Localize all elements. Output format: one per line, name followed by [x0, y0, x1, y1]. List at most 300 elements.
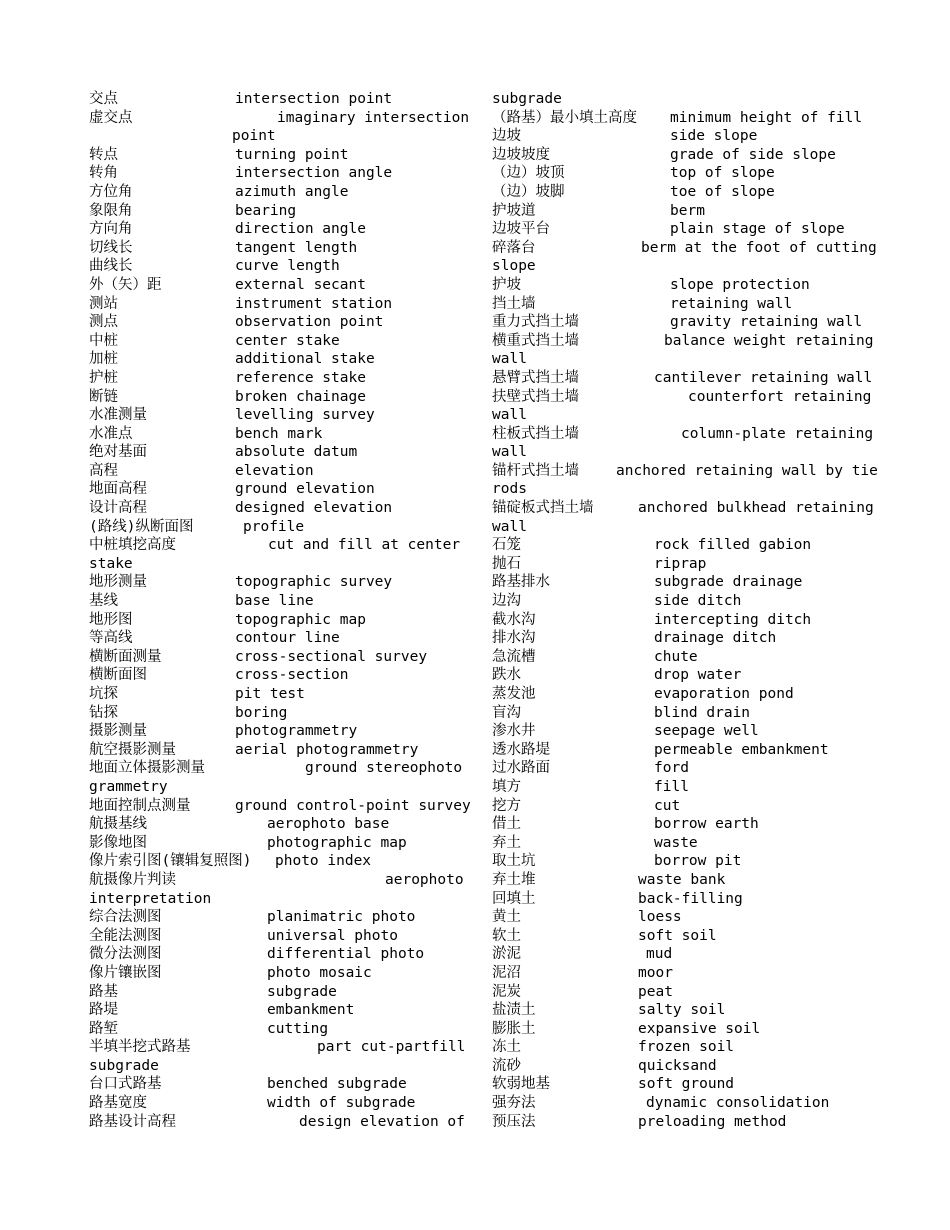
chinese-term: 弃土 — [492, 834, 521, 851]
english-term: additional stake — [235, 351, 375, 368]
chinese-term: 水准点 — [89, 425, 133, 442]
english-term: column-plate retaining — [681, 425, 874, 442]
chinese-term: 泥沼 — [492, 964, 521, 981]
chinese-term: 回填土 — [492, 890, 536, 907]
glossary-entry — [89, 443, 461, 462]
chinese-term: 航摄像片判读 — [89, 871, 176, 888]
chinese-term: 地形图 — [89, 611, 133, 628]
glossary-entry — [89, 648, 461, 667]
glossary-entry — [89, 611, 461, 630]
glossary-entry — [492, 164, 864, 183]
english-term: slope protection — [670, 276, 810, 293]
chinese-term: 加桩 — [89, 351, 118, 368]
english-term: ground elevation — [235, 481, 375, 498]
glossary-entry — [89, 704, 461, 723]
glossary-entry — [89, 1038, 466, 1057]
glossary-entry — [89, 983, 461, 1002]
wrapped-english-term: slope — [492, 258, 536, 275]
english-term: anchored retaining wall by tie — [616, 462, 878, 479]
wrapped-english-term: stake — [89, 555, 133, 572]
glossary-entry — [89, 871, 464, 890]
chinese-term: 渗水井 — [492, 723, 536, 740]
wrapped-english-term: wall — [492, 407, 527, 424]
english-term: aerophoto base — [267, 816, 390, 833]
glossary-entry — [492, 332, 874, 351]
glossary-entry — [492, 834, 864, 853]
english-term: moor — [638, 964, 673, 981]
english-term: soft ground — [638, 1076, 735, 1093]
chinese-term: 路基 — [89, 983, 118, 1000]
glossary-entry — [89, 146, 461, 165]
english-term: berm at the foot of cutting — [641, 239, 877, 256]
glossary-entry — [89, 592, 461, 611]
glossary-entry — [89, 388, 461, 407]
english-term: photographic map — [267, 834, 407, 851]
chinese-term: 借土 — [492, 816, 521, 833]
english-term: rock filled gabion — [654, 537, 812, 554]
glossary-entry — [492, 648, 864, 667]
english-term: imaginary intersection — [277, 109, 470, 126]
english-term: photo mosaic — [267, 964, 372, 981]
english-term: counterfort retaining — [688, 388, 872, 405]
english-term: differential photo — [267, 946, 425, 963]
chinese-term: (路线)纵断面图 — [89, 518, 194, 535]
english-term: aerophoto — [385, 871, 464, 888]
chinese-term: 取土坑 — [492, 853, 536, 870]
glossary-entry — [492, 666, 864, 685]
glossary-continuation-line — [492, 406, 864, 425]
chinese-term: 蒸发池 — [492, 686, 536, 702]
glossary-entry — [492, 815, 864, 834]
glossary-entry — [492, 1094, 864, 1113]
english-term: levelling survey — [235, 407, 375, 424]
glossary-entry — [89, 518, 461, 537]
chinese-term: 方向角 — [89, 221, 133, 238]
english-term: seepage well — [654, 723, 759, 740]
english-term: turning point — [235, 146, 349, 163]
chinese-term: 中桩 — [89, 332, 118, 349]
glossary-entry — [89, 239, 461, 258]
glossary-entry — [492, 797, 864, 816]
glossary-entry — [492, 611, 864, 630]
english-term: grade of side slope — [670, 146, 836, 163]
glossary-entry — [492, 852, 864, 871]
glossary-column-right — [492, 90, 878, 1131]
english-term: topographic map — [235, 611, 366, 628]
chinese-term: 透水路堤 — [492, 741, 550, 758]
english-term: back-filling — [638, 890, 743, 907]
chinese-term: 急流槽 — [492, 648, 536, 665]
chinese-term: 淤泥 — [492, 946, 521, 963]
english-term: subgrade drainage — [654, 574, 803, 591]
chinese-term: 影像地图 — [89, 834, 147, 851]
english-term: minimum height of fill — [670, 109, 863, 126]
glossary-entry — [492, 890, 864, 909]
english-term: cantilever retaining wall — [654, 369, 873, 386]
wrapped-english-term: point — [232, 128, 276, 145]
chinese-term: 切线长 — [89, 239, 133, 256]
glossary-entry — [89, 629, 461, 648]
english-term: dynamic consolidation — [646, 1095, 830, 1112]
glossary-entry — [492, 759, 864, 778]
chinese-term: 横断面测量 — [89, 648, 162, 665]
glossary-entry — [492, 927, 864, 946]
chinese-term: 边坡 — [492, 128, 521, 145]
glossary-entry — [492, 1001, 864, 1020]
glossary-continuation-line — [89, 555, 461, 574]
glossary-continuation-line — [89, 1057, 461, 1076]
wrapped-english-term: rods — [492, 481, 527, 498]
chinese-term: 测站 — [89, 295, 118, 312]
chinese-term: 挖方 — [492, 797, 521, 814]
chinese-term: 方位角 — [89, 183, 133, 200]
chinese-term: 截水沟 — [492, 611, 536, 628]
glossary-column-left — [89, 90, 471, 1131]
glossary-entry — [89, 945, 461, 964]
chinese-term: （路基）最小填土高度 — [492, 109, 637, 126]
english-term: bearing — [235, 202, 297, 219]
chinese-term: 摄影测量 — [89, 723, 147, 740]
chinese-term: 膨胀土 — [492, 1020, 536, 1037]
english-term: expansive soil — [638, 1020, 761, 1037]
english-term: soft soil — [638, 927, 717, 944]
english-term: planimatric photo — [267, 909, 416, 926]
chinese-term: 转角 — [89, 165, 118, 182]
wrapped-english-term: subgrade — [89, 1057, 159, 1074]
glossary-entry — [492, 685, 864, 704]
english-term: center stake — [235, 332, 340, 349]
chinese-term: 软弱地基 — [492, 1076, 550, 1093]
glossary-entry — [492, 945, 864, 964]
chinese-term: 悬臂式挡土墙 — [492, 369, 579, 386]
english-term: boring — [235, 704, 288, 721]
english-term: top of slope — [670, 165, 775, 182]
english-term: azimuth angle — [235, 183, 349, 200]
english-term: cut — [654, 797, 681, 814]
glossary-continuation-line — [89, 127, 461, 146]
glossary-entry — [492, 127, 864, 146]
glossary-entry — [89, 797, 471, 816]
english-term: toe of slope — [670, 183, 775, 200]
english-term: waste bank — [638, 871, 726, 888]
chinese-term: 地面高程 — [89, 481, 147, 498]
chinese-term: 测点 — [89, 314, 118, 331]
glossary-entry — [89, 1094, 461, 1113]
glossary-entry — [492, 202, 864, 221]
glossary-entry — [492, 983, 864, 1002]
glossary-entry — [89, 834, 461, 853]
glossary-entry — [89, 815, 461, 834]
wrapped-english-term: wall — [492, 444, 527, 461]
english-term: pit test — [235, 686, 305, 702]
glossary-entry — [89, 499, 461, 518]
chinese-term: 断链 — [89, 388, 118, 405]
english-term: loess — [638, 909, 682, 926]
english-term: retaining wall — [670, 295, 793, 312]
wrapped-english-term: subgrade — [492, 91, 562, 107]
chinese-term: （边）坡脚 — [492, 183, 565, 200]
glossary-entry — [492, 425, 874, 444]
glossary-continuation-line — [492, 443, 864, 462]
english-term: profile — [243, 518, 305, 535]
chinese-term: 横重式挡土墙 — [492, 332, 579, 349]
glossary-entry — [492, 741, 864, 760]
english-term: waste — [654, 834, 698, 851]
glossary-entry — [89, 666, 461, 685]
english-term: drop water — [654, 667, 742, 684]
glossary-entry — [492, 592, 864, 611]
english-term: instrument station — [235, 295, 393, 312]
english-term: salty soil — [638, 1002, 726, 1019]
glossary-entry — [492, 146, 864, 165]
chinese-term: 等高线 — [89, 630, 133, 647]
glossary-entry — [89, 927, 461, 946]
english-term: observation point — [235, 314, 384, 331]
chinese-term: 预压法 — [492, 1113, 536, 1130]
chinese-term: 航空摄影测量 — [89, 741, 176, 758]
glossary-entry — [89, 164, 461, 183]
english-term: mud — [646, 946, 673, 963]
chinese-term: 边坡平台 — [492, 221, 550, 238]
english-term: topographic survey — [235, 574, 393, 591]
glossary-entry — [492, 1057, 864, 1076]
glossary-entry — [492, 1038, 864, 1057]
english-term: anchored bulkhead retaining — [638, 500, 874, 517]
glossary-entry — [89, 741, 461, 760]
glossary-entry — [89, 109, 470, 128]
chinese-term: 象限角 — [89, 202, 133, 219]
glossary-entry — [89, 202, 461, 221]
chinese-term: 填方 — [492, 778, 521, 795]
chinese-term: 路基排水 — [492, 574, 550, 591]
english-term: base line — [235, 593, 314, 610]
chinese-term: 地面立体摄影测量 — [89, 760, 205, 777]
glossary-entry — [89, 536, 461, 555]
glossary-entry — [89, 722, 461, 741]
chinese-term: 路堤 — [89, 1002, 118, 1019]
english-term: side slope — [670, 128, 758, 145]
chinese-term: 虚交点 — [89, 109, 133, 126]
glossary-entry — [492, 573, 864, 592]
english-term: borrow earth — [654, 816, 759, 833]
glossary-entry — [492, 388, 872, 407]
glossary-entry — [89, 183, 461, 202]
chinese-term: 弃土堆 — [492, 871, 536, 888]
chinese-term: 中桩填挖高度 — [89, 537, 176, 554]
chinese-term: 转点 — [89, 146, 118, 163]
english-term: cut and fill at center — [268, 537, 461, 554]
english-term: reference stake — [235, 369, 366, 386]
chinese-term: 地形测量 — [89, 574, 147, 591]
english-term: berm — [670, 202, 705, 219]
chinese-term: 半填半挖式路基 — [89, 1039, 191, 1056]
chinese-term: 路堑 — [89, 1020, 118, 1037]
glossary-entry — [492, 313, 864, 332]
glossary-entry — [492, 183, 864, 202]
glossary-entry — [492, 722, 864, 741]
glossary-entry — [89, 573, 461, 592]
glossary-entry — [89, 685, 461, 704]
chinese-term: 水准测量 — [89, 407, 147, 424]
glossary-entry — [89, 1113, 465, 1132]
chinese-term: 交点 — [89, 91, 118, 107]
english-term: embankment — [267, 1002, 355, 1019]
glossary-entry — [492, 778, 864, 797]
chinese-term: 过水路面 — [492, 760, 550, 777]
english-term: blind drain — [654, 704, 751, 721]
english-term: designed elevation — [235, 500, 393, 517]
english-term: side ditch — [654, 593, 742, 610]
chinese-term: 横断面图 — [89, 667, 147, 684]
chinese-term: 黄土 — [492, 909, 521, 926]
glossary-entry — [89, 425, 461, 444]
english-term: ford — [654, 760, 689, 777]
chinese-term: 设计高程 — [89, 500, 147, 517]
glossary-entry — [492, 964, 864, 983]
english-term: intersection angle — [235, 165, 393, 182]
glossary-continuation-line — [492, 350, 864, 369]
chinese-term: 绝对基面 — [89, 444, 147, 461]
glossary-continuation-line — [492, 518, 864, 537]
english-term: elevation — [235, 462, 314, 479]
english-term: riprap — [654, 555, 707, 572]
glossary-entry — [89, 369, 461, 388]
glossary-continuation-line — [492, 480, 864, 499]
chinese-term: 外（矢）距 — [89, 276, 162, 293]
chinese-term: 地面控制点测量 — [89, 797, 191, 814]
english-term: benched subgrade — [267, 1076, 407, 1093]
glossary-entry — [492, 908, 864, 927]
glossary-entry — [492, 871, 864, 890]
english-term: direction angle — [235, 221, 366, 238]
glossary-entry — [89, 90, 461, 109]
chinese-term: 钻探 — [89, 704, 118, 721]
glossary-entry — [89, 480, 461, 499]
chinese-term: 碎落台 — [492, 239, 536, 256]
english-term: subgrade — [267, 983, 337, 1000]
glossary-entry — [89, 257, 461, 276]
wrapped-english-term: wall — [492, 518, 527, 535]
english-term: quicksand — [638, 1057, 717, 1074]
chinese-term: 盐渍土 — [492, 1002, 536, 1019]
english-term: tangent length — [235, 239, 358, 256]
glossary-entry — [89, 908, 461, 927]
english-term: absolute datum — [235, 444, 358, 461]
glossary-continuation-line — [89, 778, 461, 797]
english-term: intercepting ditch — [654, 611, 812, 628]
english-term: curve length — [235, 258, 340, 275]
glossary-entry — [89, 852, 461, 871]
glossary-entry — [89, 1075, 461, 1094]
chinese-term: 排水沟 — [492, 630, 536, 647]
wrapped-english-term: wall — [492, 351, 527, 368]
english-term: broken chainage — [235, 388, 366, 405]
chinese-term: 路基宽度 — [89, 1095, 147, 1112]
chinese-term: 抛石 — [492, 555, 521, 572]
chinese-term: 柱板式挡土墙 — [492, 425, 579, 442]
glossary-entry — [89, 964, 461, 983]
glossary-entry — [492, 1113, 864, 1132]
glossary-entry — [89, 1001, 461, 1020]
chinese-term: 冻土 — [492, 1039, 521, 1056]
glossary-entry — [89, 406, 461, 425]
english-term: peat — [638, 983, 673, 1000]
english-term: balance weight retaining — [664, 332, 874, 349]
chinese-term: 全能法测图 — [89, 927, 162, 944]
english-term: cross-section — [235, 667, 349, 684]
glossary-entry — [89, 313, 461, 332]
wrapped-english-term: grammetry — [89, 778, 168, 795]
chinese-term: 盲沟 — [492, 704, 521, 721]
chinese-term: 高程 — [89, 462, 118, 479]
english-term: ground control-point survey — [235, 797, 471, 814]
glossary-entry — [492, 499, 874, 518]
chinese-term: 护坡道 — [492, 202, 536, 219]
chinese-term: 综合法测图 — [89, 909, 162, 926]
chinese-term: 扶壁式挡土墙 — [492, 388, 579, 405]
english-term: contour line — [235, 630, 340, 647]
english-term: plain stage of slope — [670, 221, 845, 238]
glossary-entry — [492, 1020, 864, 1039]
glossary-entry — [492, 369, 873, 388]
glossary-entry — [89, 759, 461, 778]
english-term: photo index — [275, 853, 372, 870]
english-term: cross-sectional survey — [235, 648, 428, 665]
glossary-continuation-line — [492, 257, 864, 276]
english-term: photogrammetry — [235, 723, 358, 740]
english-term: permeable embankment — [654, 741, 829, 758]
chinese-term: 边坡坡度 — [492, 146, 550, 163]
glossary-entry — [492, 295, 864, 314]
glossary-entry — [89, 350, 461, 369]
english-term: preloading method — [638, 1113, 787, 1130]
chinese-term: 像片索引图(镶辑复照图) — [89, 853, 252, 870]
chinese-term: 泥炭 — [492, 983, 521, 1000]
chinese-term: 微分法测图 — [89, 946, 162, 963]
chinese-term: 边沟 — [492, 593, 521, 610]
english-term: bench mark — [235, 425, 323, 442]
glossary-entry — [492, 220, 864, 239]
english-term: cutting — [267, 1020, 329, 1037]
chinese-term: 坑探 — [89, 686, 118, 702]
chinese-term: 曲线长 — [89, 258, 133, 275]
chinese-term: （边）坡顶 — [492, 165, 565, 182]
english-term: design elevation of — [299, 1113, 465, 1130]
english-term: ground stereophoto — [305, 760, 463, 777]
glossary-entry — [89, 295, 461, 314]
chinese-term: 挡土墙 — [492, 295, 536, 312]
chinese-term: 强夯法 — [492, 1095, 536, 1112]
chinese-term: 航摄基线 — [89, 816, 147, 833]
chinese-term: 跌水 — [492, 667, 521, 684]
glossary-entry — [492, 629, 864, 648]
english-term: intersection point — [235, 91, 393, 107]
chinese-term: 路基设计高程 — [89, 1113, 176, 1130]
chinese-term: 台口式路基 — [89, 1076, 162, 1093]
english-term: borrow pit — [654, 853, 742, 870]
glossary-entry — [492, 704, 864, 723]
glossary-entry — [492, 555, 864, 574]
chinese-term: 基线 — [89, 593, 118, 610]
glossary-entry — [89, 332, 461, 351]
glossary-continuation-line — [492, 90, 864, 109]
english-term: aerial photogrammetry — [235, 741, 419, 758]
english-term: universal photo — [267, 927, 398, 944]
english-term: external secant — [235, 276, 366, 293]
wrapped-english-term: interpretation — [89, 890, 212, 907]
glossary-entry — [492, 1075, 864, 1094]
english-term: fill — [654, 778, 689, 795]
